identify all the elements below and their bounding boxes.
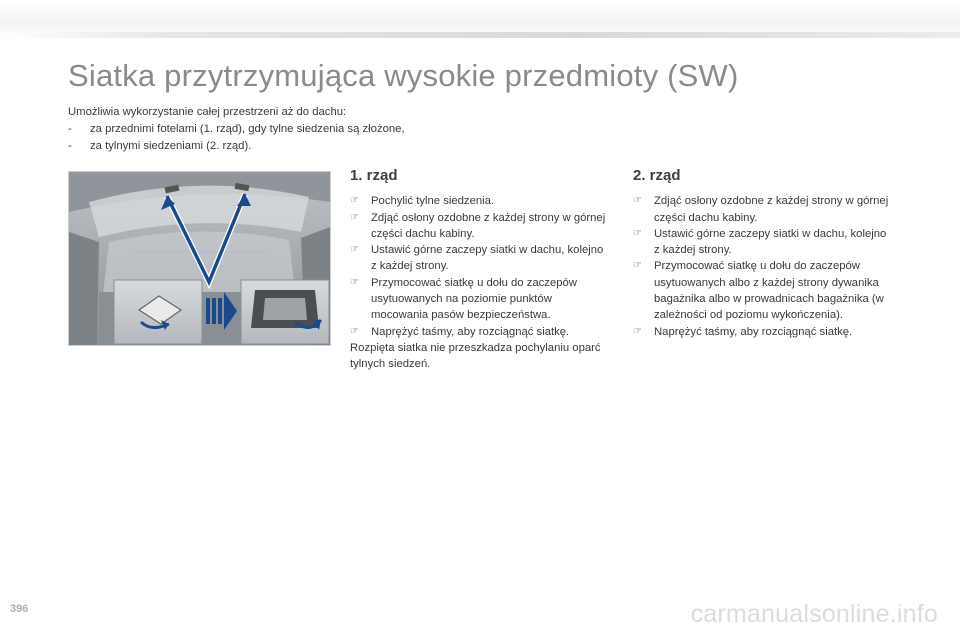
intro-lead: Umożliwia wykorzystanie całej przestrzeni aż do dachu:	[68, 106, 347, 118]
step-list	[633, 193, 895, 340]
pointing-hand-icon: ☞	[350, 325, 359, 337]
interior-drawing	[69, 172, 330, 345]
dash-marker: -	[68, 140, 72, 152]
step-item	[350, 324, 612, 340]
step-item	[350, 193, 612, 209]
step-item	[633, 258, 895, 323]
step-text: Ustawić górne zaczepy siatki w dachu, kolejno z każdej strony.	[371, 244, 604, 273]
intro-item-text: za tylnymi siedzeniami (2. rząd).	[90, 140, 252, 152]
watermark: carmanualsonline.info	[690, 600, 938, 628]
pointing-hand-icon: ☞	[350, 211, 359, 223]
page-number: 396	[10, 603, 29, 615]
step-item	[633, 226, 895, 259]
clip-detail-inset-right	[241, 280, 329, 344]
section-row-1	[350, 168, 612, 373]
header-rule	[0, 32, 960, 38]
cargo-net-illustration	[68, 171, 331, 346]
step-text: Przymocować siatkę u dołu do zaczepów usytuowanych na poziomie punktów mocowania pasów bezpieczeństwa.	[371, 276, 577, 322]
step-text: Zdjąć osłony ozdobne z każdej strony w górnej części dachu kabiny.	[654, 195, 889, 224]
page-title: Siatka przytrzymująca wysokie przedmioty (SW)	[68, 58, 739, 93]
clip-detail-inset-left	[114, 280, 202, 344]
step-item	[350, 210, 612, 243]
pointing-hand-icon: ☞	[633, 260, 642, 272]
step-text: Pochylić tylne siedzenia.	[371, 195, 495, 208]
section-heading: 1. rząd	[350, 167, 398, 184]
pointing-hand-icon: ☞	[633, 195, 642, 207]
step-item	[633, 324, 895, 340]
intro-item-text: za przednimi fotelami (1. rząd), gdy tylne siedzenia są złożone,	[90, 123, 405, 135]
section-heading: 2. rząd	[633, 167, 681, 184]
step-item	[633, 193, 895, 226]
pointing-hand-icon: ☞	[633, 227, 642, 239]
intro-item	[68, 121, 405, 138]
step-text: Przymocować siatkę u dołu do zaczepów usytuowanych albo z każdej strony dywanika bagażnika albo w prowadnicach bagażnika (w zależności od poziomu wykończenia).	[654, 260, 884, 322]
step-text: Ustawić górne zaczepy siatki w dachu, kolejno z każdej strony.	[654, 227, 887, 257]
step-text: Zdjąć osłony ozdobne z każdej strony w górnej części dachu kabiny.	[371, 211, 606, 240]
pointing-hand-icon: ☞	[350, 244, 359, 256]
dash-marker: -	[68, 123, 72, 135]
step-text: Naprężyć taśmy, aby rozciągnąć siatkę.	[371, 325, 570, 338]
note-text: Rozpięta siatka nie przeszkadza pochylaniu oparć tylnych siedzeń.	[350, 341, 601, 371]
step-item	[350, 275, 612, 324]
step-item	[350, 242, 612, 275]
pointing-hand-icon: ☞	[350, 276, 359, 288]
pointing-hand-icon: ☞	[350, 195, 359, 207]
pointing-hand-icon: ☞	[633, 325, 642, 337]
step-text: Naprężyć taśmy, aby rozciągnąć siatkę.	[654, 325, 853, 338]
intro-item	[68, 138, 405, 155]
intro-block	[68, 104, 405, 155]
section-row-2	[633, 168, 895, 340]
step-list	[350, 193, 612, 340]
